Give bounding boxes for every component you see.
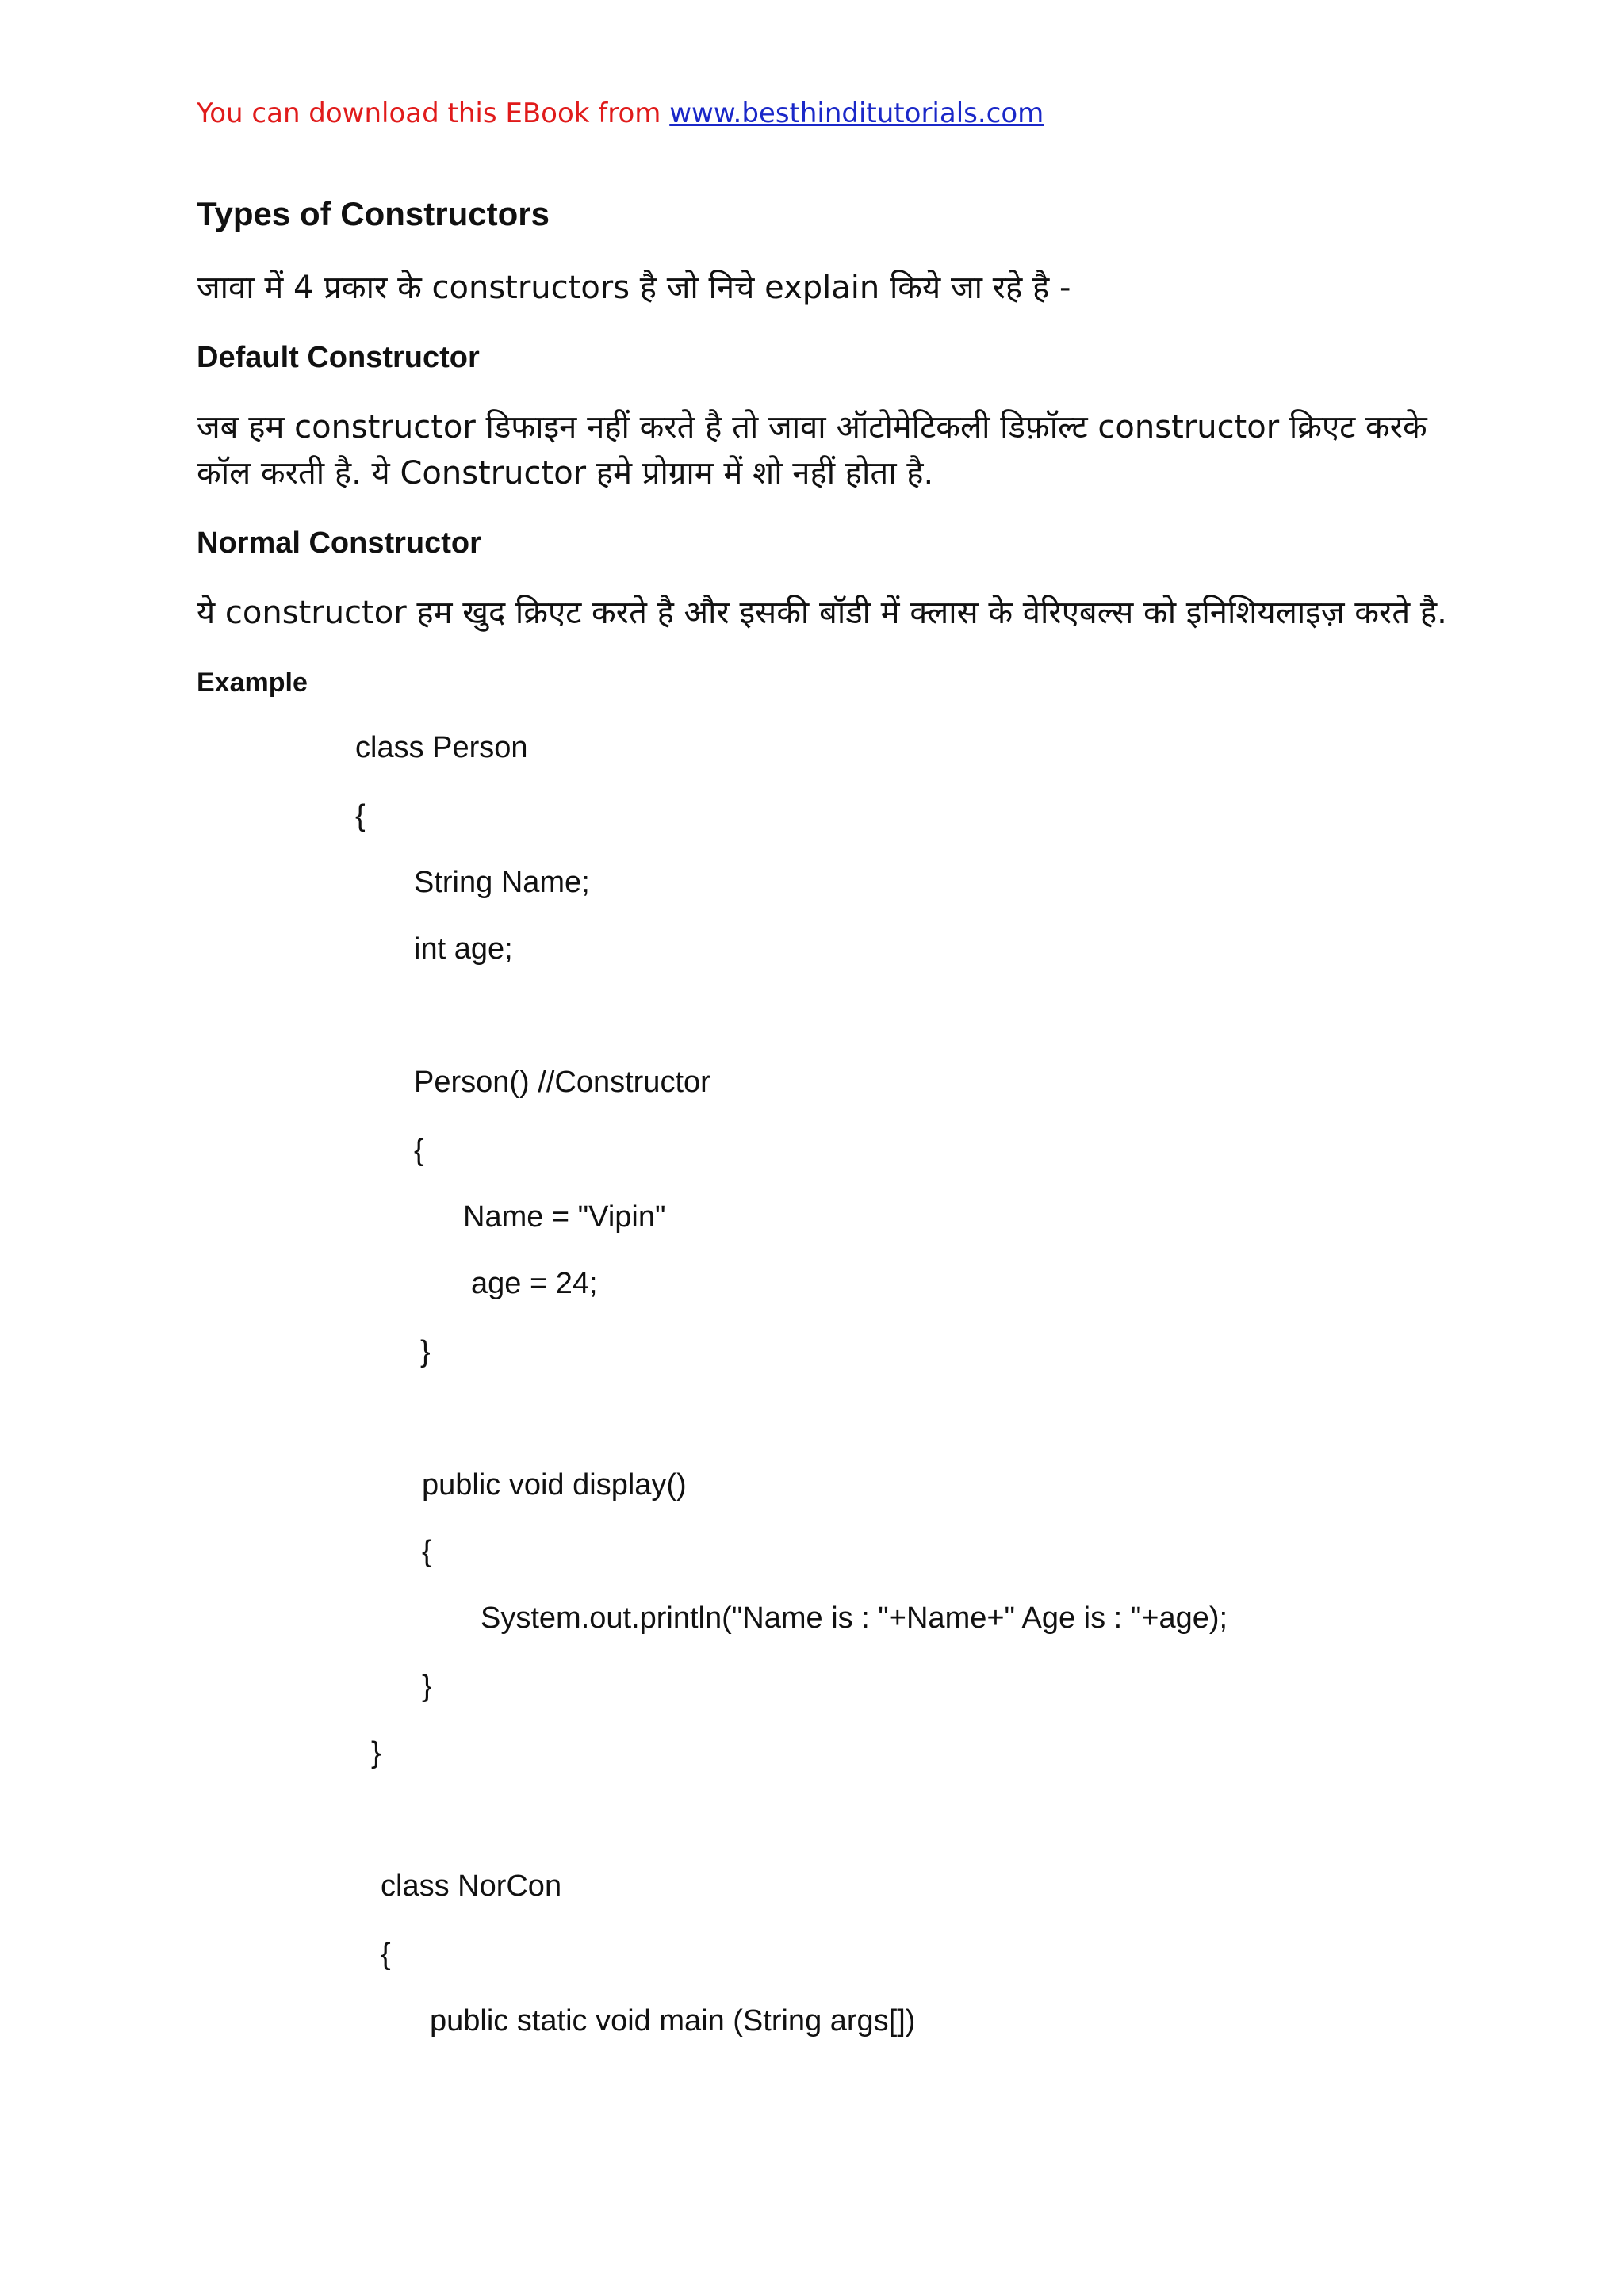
- code-line: Name = "Vipin": [463, 1200, 666, 1234]
- code-line: }: [371, 1736, 381, 1770]
- code-line: class Person: [355, 731, 528, 764]
- code-line: public static void main (String args[]): [430, 2004, 916, 2038]
- default-constructor-heading: Default Constructor: [197, 341, 480, 374]
- code-line: {: [355, 799, 366, 832]
- download-notice-text: You can download this EBook from: [197, 98, 670, 129]
- normal-constructor-text: ये constructor हम खुद क्रिएट करते है और इसकी बॉडी में क्लास के वेरिएबल्स को इनिशियलाइज़ करते है.: [197, 595, 1447, 631]
- code-line: System.out.println("Name is : "+Name+" Age is : "+age);: [481, 1601, 1228, 1635]
- code-line: }: [420, 1335, 431, 1368]
- code-line: String Name;: [414, 866, 590, 899]
- code-line: int age;: [414, 932, 513, 966]
- code-line: age = 24;: [471, 1267, 598, 1300]
- example-label: Example: [197, 668, 308, 698]
- default-constructor-text-line-2: कॉल करती है. ये Constructor हमे प्रोग्राम में शो नहीं होता है.: [197, 455, 934, 492]
- code-line: {: [381, 1938, 391, 1971]
- page-title: Types of Constructors: [197, 195, 550, 232]
- code-line: Person() //Constructor: [414, 1066, 710, 1099]
- default-constructor-text-line-1: जब हम constructor डिफाइन नहीं करते है तो जावा ऑटोमेटिकली डिफ़ॉल्ट constructor क्रिएट करके: [197, 409, 1427, 446]
- code-line: class NorCon: [381, 1869, 562, 1903]
- intro-paragraph: जावा में 4 प्रकार के constructors है जो निचे explain किये जा रहे है -: [197, 270, 1071, 306]
- website-link[interactable]: www.besthinditutorials.com: [669, 98, 1044, 129]
- code-line: {: [422, 1535, 432, 1568]
- download-notice: [197, 95, 1044, 132]
- code-line: public void display(): [422, 1468, 687, 1502]
- code-line: }: [422, 1670, 432, 1703]
- normal-constructor-heading: Normal Constructor: [197, 526, 481, 560]
- code-line: {: [414, 1134, 424, 1167]
